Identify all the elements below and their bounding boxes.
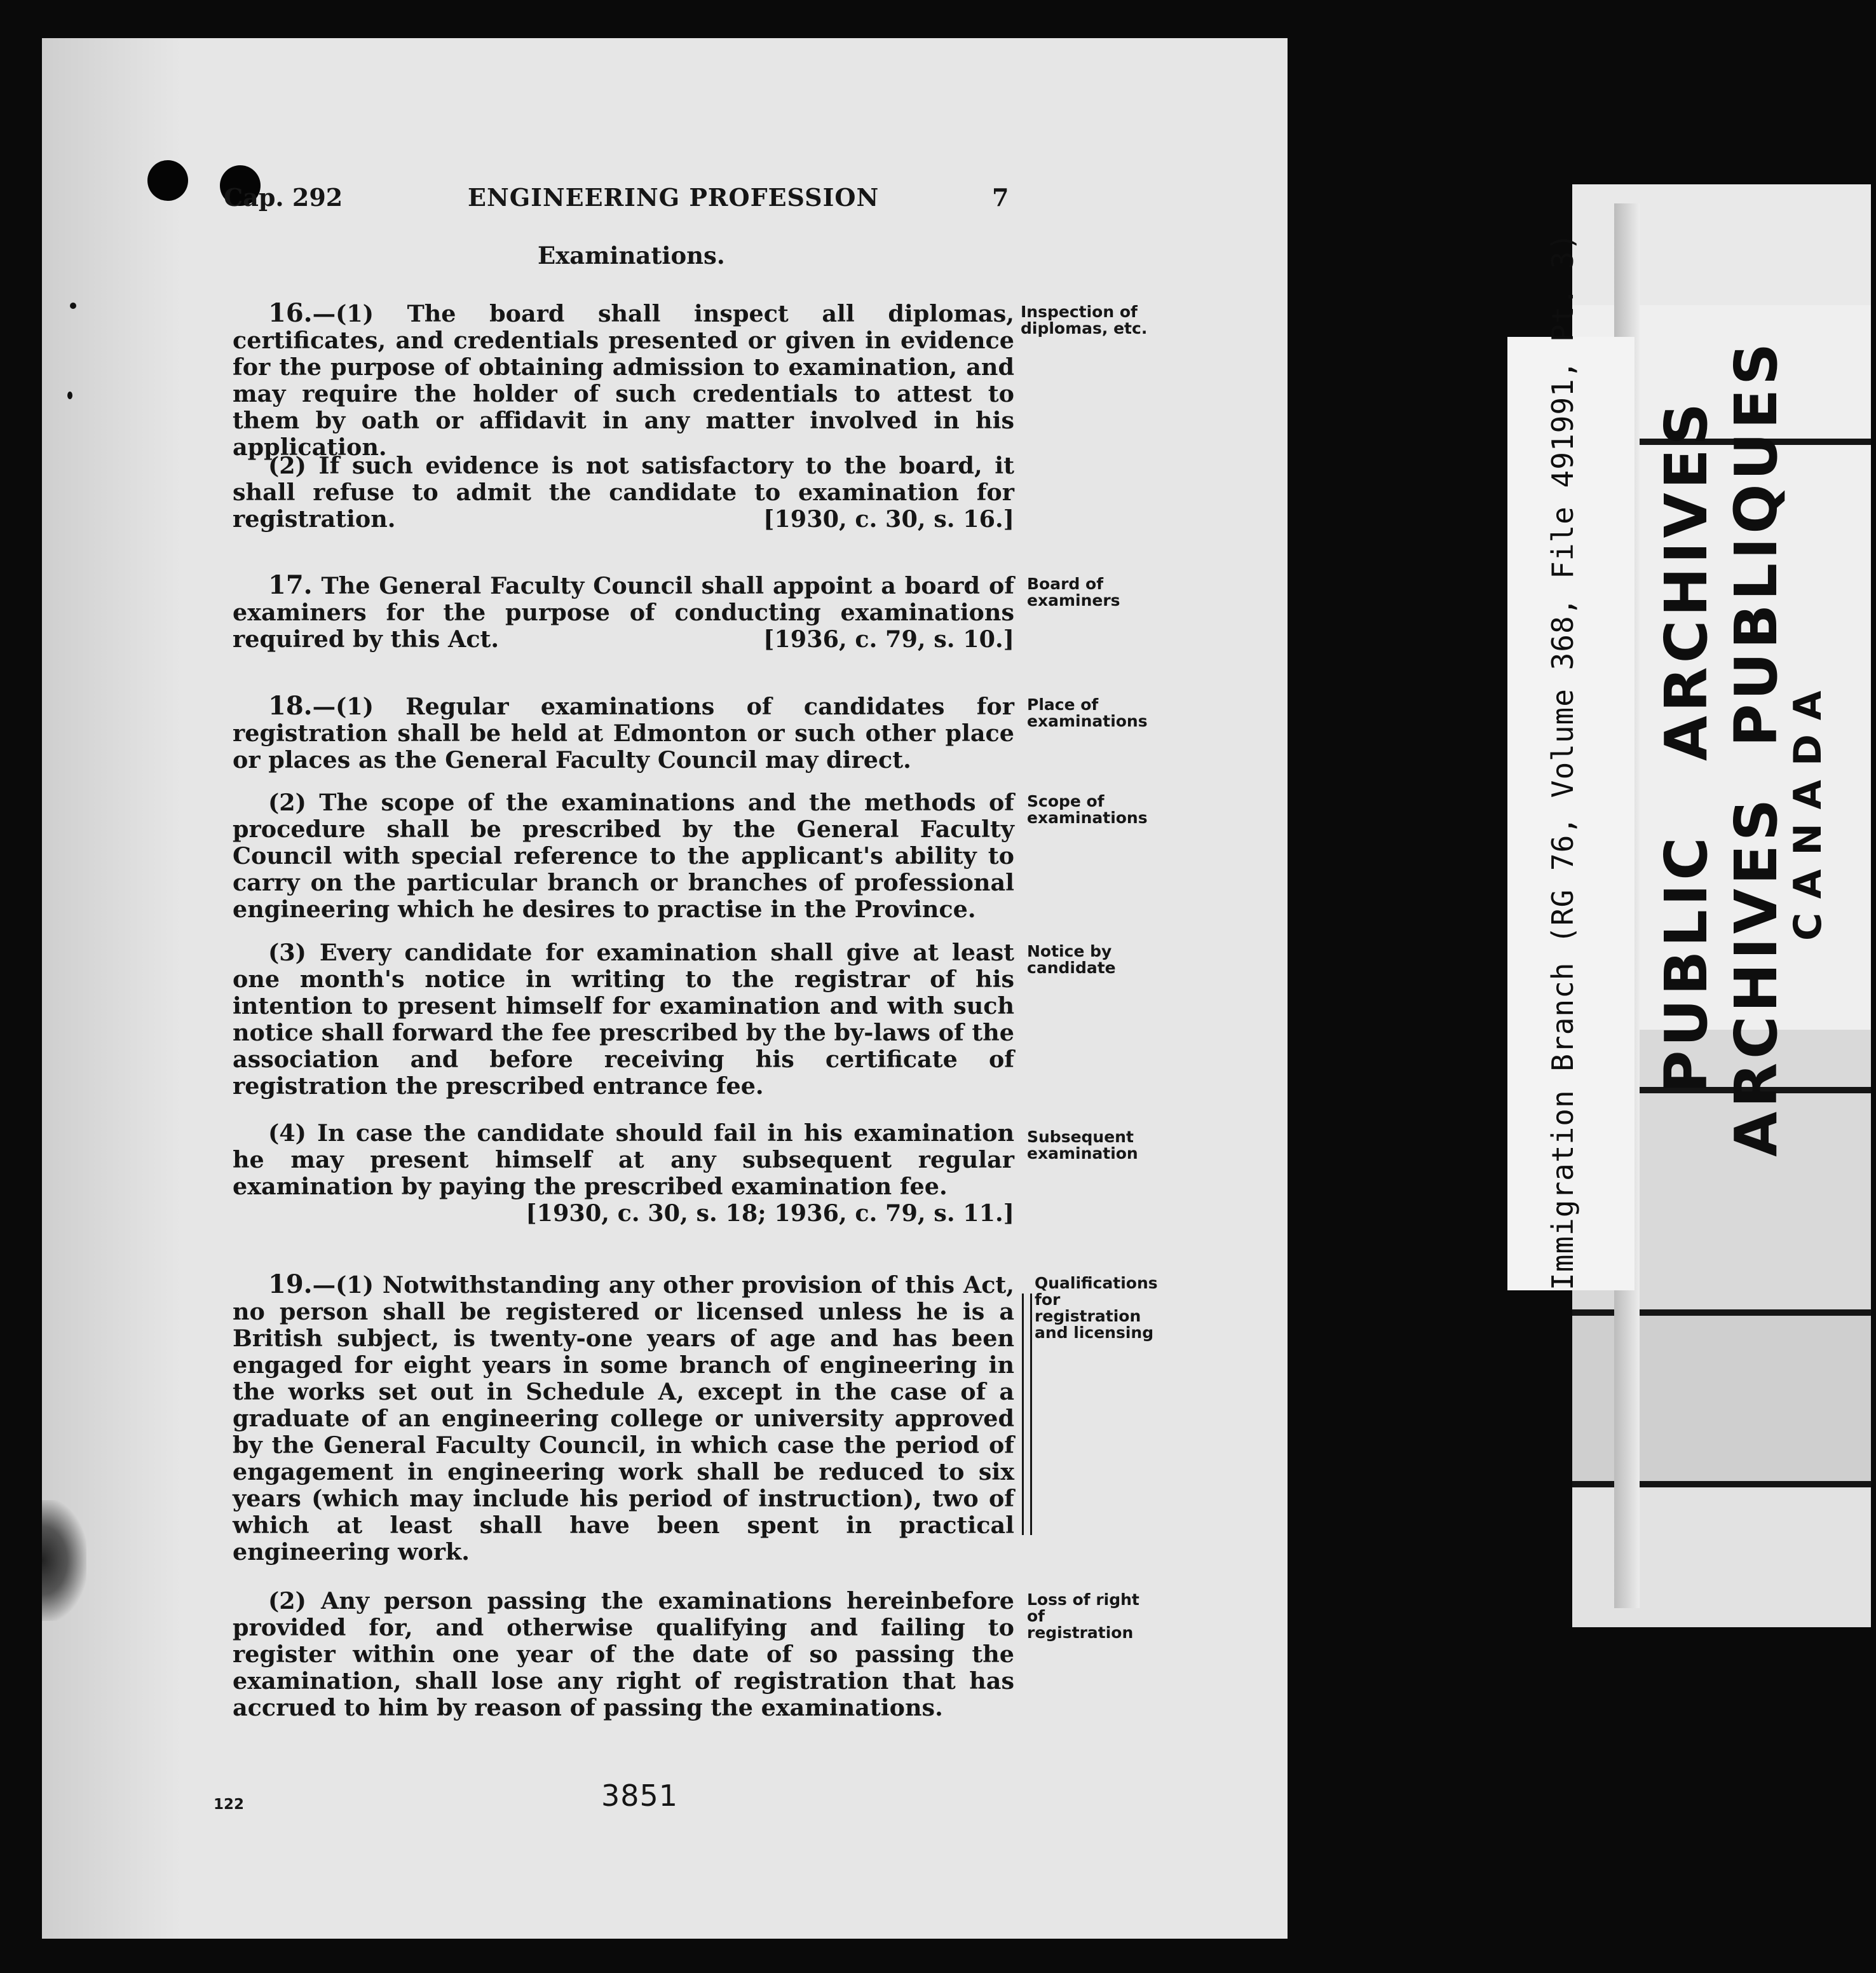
margin-note-subsequent: Subsequent examination	[1027, 1128, 1138, 1163]
section-17	[233, 572, 1014, 653]
section-text: —(1) The board shall inspect all diplomas, certificates, and credentials presented or given in evidence for the purpose of obtaining admission to examination, and may require the holder of such credentials to attest to them by oath or affidavit in any matter involved in his application.	[233, 300, 1014, 461]
section-19-subsection-2	[233, 1588, 1014, 1721]
section-text: (4) In case the candidate should fail in his examination he may present himself at any subsequent regular examination by paying the prescribed examination fee.	[233, 1119, 1014, 1200]
stamped-number: 3851	[601, 1778, 679, 1813]
section-number: 17.	[268, 570, 313, 600]
archive-word: PUBLIC	[1652, 833, 1720, 1093]
ink-speck	[70, 303, 76, 309]
archive-title	[1627, 339, 1837, 1348]
edge-smudge	[42, 1500, 86, 1621]
margin-note-loss: Loss of right of registration	[1027, 1590, 1139, 1642]
section-text: —(1) Notwithstanding any other provision of this Act, no person shall be registered or licensed unless he is a British subject, is twenty-one years of age and has been engaged for eight years in some branch of engineering in the works set out in Schedule A, except in the case of a graduate of an engineering college or university approved by the General Faculty Council, in which case the period of engagement in engineering work shall be reduced to six years (which may include his period of instruction), two of which at least shall have been spent in practical engineering work.	[233, 1271, 1014, 1566]
section-text: (2) The scope of the examinations and the methods of procedure shall be prescribed by the General Faculty Council with special reference to the applicant's ability to carry on the particular branch or branches of professional engineering which he desires to practise in the Province.	[233, 789, 1014, 923]
citation: [1930, c. 30, s. 18; 1936, c. 79, s. 11.]	[526, 1199, 1014, 1227]
page-shading	[42, 38, 182, 1939]
archive-word: PUBLIQUES	[1722, 339, 1790, 747]
margin-note-qualifications: Qualifications for registration and licensing	[1035, 1274, 1158, 1342]
folio-number: 122	[214, 1796, 245, 1813]
section-18-subsection-2	[233, 789, 1014, 923]
margin-note-place: Place of examinations	[1027, 695, 1148, 730]
act-title: ENGINEERING PROFESSION	[468, 183, 880, 212]
margin-note-inspection: Inspection of diplomas, etc.	[1021, 303, 1148, 338]
file-reference-label	[1507, 232, 1635, 1290]
running-head	[42, 183, 1288, 221]
margin-note-board: Board of examiners	[1027, 575, 1120, 610]
archive-word: ARCHIVES	[1652, 399, 1720, 761]
archive-line-1	[1652, 399, 1720, 1093]
section-18-subsection-1	[233, 693, 1014, 774]
section-text: (2) If such evidence is not satisfactory to the board, it shall refuse to admit the candidate to examination for registration.	[233, 452, 1014, 533]
archive-word: ARCHIVES	[1722, 795, 1790, 1157]
section-16-subsection-2	[233, 453, 1014, 533]
section-text: —(1) Regular examinations of candidates for registration shall be held at Edmonton or such other place or places as the General Faculty Council may direct.	[233, 693, 1014, 774]
citation: [1936, c. 79, s. 10.]	[763, 625, 1014, 653]
section-16-subsection-1	[233, 300, 1014, 461]
page-number: 7	[992, 183, 1009, 212]
file-reference-text: Immigration Branch (RG 76, Volume 368, File 491991, Pt. 3)	[1546, 232, 1580, 1290]
margin-bracket	[1022, 1294, 1032, 1535]
section-18-subsection-3	[233, 939, 1014, 1100]
document-page	[42, 38, 1288, 1939]
section-number: 19.	[268, 1269, 313, 1299]
chapter-number: Cap. 292	[224, 183, 343, 212]
section-18-subsection-4	[233, 1120, 1014, 1227]
section-heading: Examinations.	[538, 242, 725, 270]
ink-speck	[67, 392, 72, 399]
section-19-subsection-1	[233, 1271, 1014, 1566]
margin-note-notice: Notice by candidate	[1027, 942, 1116, 977]
section-text: (2) Any person passing the examinations hereinbefore provided for, and otherwise qualifying and failing to register within one year of the date of so passing the examination, shall lose any right of registration that has accrued to him by reason of passing the examinations.	[233, 1587, 1014, 1721]
archive-line-3: CANADA	[1786, 676, 1830, 941]
archive-line-2	[1722, 339, 1790, 1157]
section-number: 16.	[268, 298, 313, 328]
section-text: The General Faculty Council shall appoint a board of examiners for the purpose of conducting examinations required by this Act.	[233, 572, 1014, 653]
section-text: (3) Every candidate for examination shall give at least one month's notice in writing to the registrar of his intention to present himself for examination and with such notice shall forward the fee prescribed by the by-laws of the association and before receiving his certificate of registration the prescribed entrance fee.	[233, 939, 1014, 1100]
margin-note-scope: Scope of examinations	[1027, 792, 1148, 827]
section-number: 18.	[268, 691, 313, 721]
citation: [1930, c. 30, s. 16.]	[763, 505, 1014, 533]
